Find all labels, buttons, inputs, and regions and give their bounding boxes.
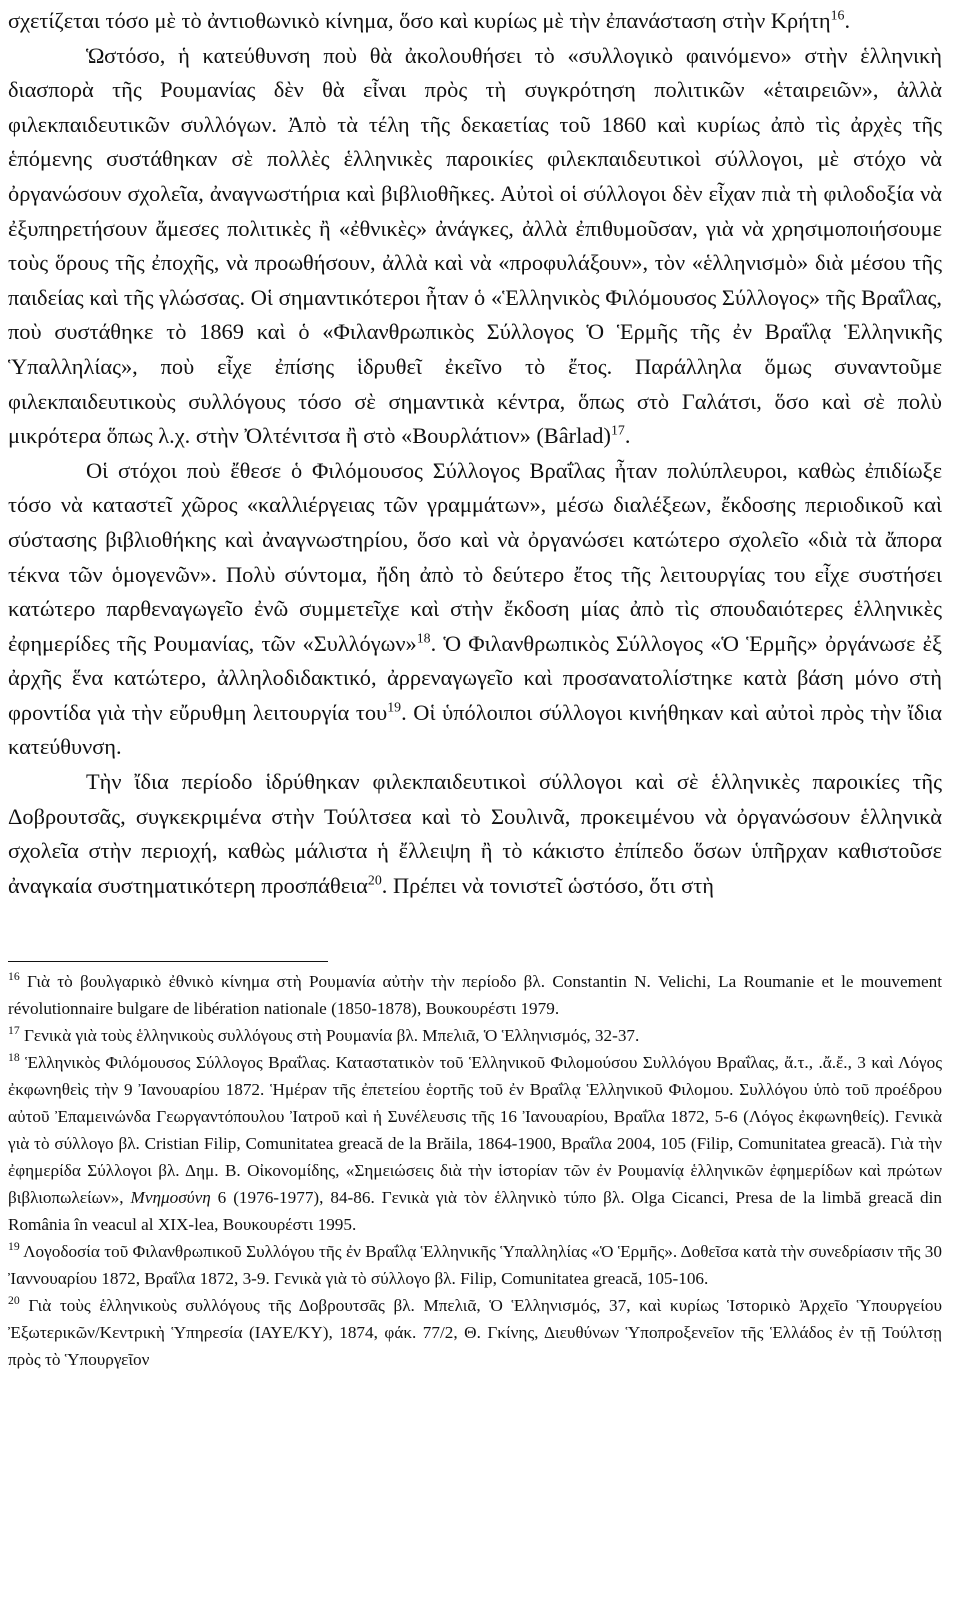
footnote-18 [8,1049,942,1238]
footnote-number: 19 [8,1240,20,1254]
footnote-20 [8,1292,942,1373]
punctuation: . [844,8,851,33]
paragraph-1 [8,4,942,39]
footnote-number: 17 [8,1024,20,1038]
paragraph-2 [8,39,942,454]
footnote-number: 18 [8,1051,20,1065]
main-text [8,4,942,903]
paragraph-3-text-c: . Οἱ ὑπόλοιποι σύλλογοι κινήθηκαν καὶ αὐτοὶ πρὸς τὴν ἴδια κατεύθυνση. [8,699,942,760]
paragraph-2-text: Ὡστόσο, ἡ κατεύθυνση ποὺ θὰ ἀκολουθήσει τὸ «συλλογικὸ φαινόμενο» στὴν ἑλληνικὴ διασπορὰ τῆς Ρουμανίας δὲν θὰ εἶναι πρὸς τὴ συγκρότηση πολιτικῶν «ἑταιρειῶν», ἀλλὰ φιλεκπαιδευτικῶν συλλόγων. Ἀπὸ τὰ τέλη τῆς δεκαετίας τοῦ 1860 καὶ κυρίως ἀπὸ τὶς ἀρχὲς τῆς ἑπόμενης συστάθηκαν σὲ πολλὲς ἑλληνικὲς παροικίες φιλεκπαιδευτικοὶ σύλλογοι, μὲ στόχο νὰ ὀργανώσουν σχολεῖα, ἀναγνωστήρια καὶ βιβλιοθῆκες. Αὐτοὶ οἱ σύλλογοι δὲν εἶχαν πιὰ τὴ φιλοδοξία νὰ ἐξυπηρετήσουν ἄμεσες πολιτικὲς ἢ «ἐθνικὲς» ἀνάγκες, ἀλλὰ ἐπιθυμοῦσαν, γιὰ νὰ χρησιμοποιήσουμε τοὺς ὅρους τῆς ἐποχῆς, νὰ προωθήσουν, ἀλλὰ καὶ νὰ «προφυλάξουν», τὸν «ἑλληνισμὸ» διὰ μέσου τῆς παιδείας καὶ τῆς γλώσσας. Οἱ σημαντικότεροι ἦταν ὁ «Ἑλληνικὸς Φιλόμουσος Σύλλογος» τῆς Βραΐλας, ποὺ συστάθηκε τὸ 1869 καὶ ὁ «Φιλανθρωπικὸς Σύλλογος Ὁ Ἑρμῆς τῆς ἐν Βραΐλᾳ Ἑλληνικῆς Ὑπαλληλίας», ποὺ εἶχε ἐπίσης ἱδρυθεῖ ἐκεῖνο τὸ ἔτος. Παράλληλα ὅμως συναντοῦμε φιλεκπαιδευτικοὺς συλλόγους τόσο σὲ σημαντικὰ κέντρα, ὅπως στὸ Γαλάτσι, ὅσο καὶ σὲ πολὺ μικρότερα ὅπως λ.χ. στὴν Ὀλτένιτσα ἢ στὸ «Βουρλάτιον» (Bârlad) [8,42,942,449]
footnote-ref-18[interactable]: 18 [416,631,431,647]
paragraph-3-text-b: . Ὁ Φιλανθρωπικὸς Σύλλογος «Ὁ Ἑρμῆς» ὀργάνωσε ἐξ ἀρχῆς ἕνα κατώτερο, ἀλληλοδιδακτικό, ἀρρεναγωγεῖο καὶ προσανατολίστηκε κατὰ βάση μόνο στὴ φροντίδα γιὰ τὴν εὔρυθμη λειτουργία του [8,630,942,725]
footnote-text: Γιὰ τὸ βουλγαρικὸ ἐθνικὸ κίνημα στὴ Ρουμανία αὐτὴν τὴν περίοδο βλ. Constantin N. Velichi, La Roumanie et le mouvement révolutionnaire bulgare de libération nationale (1850-1878), Βουκουρέστι 1979. [8,972,942,1019]
paragraph-3-text-a: Οἱ στόχοι ποὺ ἔθεσε ὁ Φιλόμουσος Σύλλογος Βραΐλας ἦταν πολύπλευροι, καθὼς ἐπιδίωξε τόσο νὰ καταστεῖ χῶρος «καλλιέργειας τῶν γραμμάτων», μέσω διαλέξεων, ἔκδοσης περιοδικοῦ καὶ σύστασης βιβλιοθήκης καὶ ἀναγνωστηρίου, ὅσο καὶ νὰ ὀργανώσει κατώτερο σχολεῖο «διὰ τὰ ἄπορα τέκνα τῶν ὁμογενῶν». Πολὺ σύντομα, ἤδη ἀπὸ τὸ δεύτερο ἔτος τῆς λειτουργίας του εἶχε συστήσει κατώτερο παρθεναγωγεῖο ἐνῶ συμμετεῖχε καὶ στὴν ἔκδοση μίας ἀπὸ τὶς σπουδαιότερες ἑλληνικὲς ἐφημερίδες τῆς Ρουμανίας, τῶν «Συλλόγων» [8,457,942,656]
journal-title: Μνημοσύνη [130,1188,211,1208]
paragraph-4-text-a: Τὴν ἴδια περίοδο ἱδρύθηκαν φιλεκπαιδευτικοὶ σύλλογοι καὶ σὲ ἑλληνικὲς παροικίες τῆς Δοβρουτσᾶς, συγκεκριμένα στὴν Τούλτσεα καὶ τὸ Σουλινᾶ, προκειμένου νὰ ὀργανώσουν ἑλληνικὰ σχολεῖα στὴν περιοχή, καθὼς μάλιστα ἡ ἔλλειψη ἢ τὸ κάκιστο ἐπίπεδο ὅσων ὑπῆρχαν καθιστοῦσε ἀναγκαία συστηματικότερη προσπάθεια [8,769,942,898]
footnote-text-tail: 6 (1976-1977), 84-86. Γενικὰ γιὰ τὸν ἑλληνικὸ τύπο βλ. Olga Cicanci, Presa de la limbă greacă din România în veacul al XIX-lea, Βουκουρέστι 1995. [8,1188,942,1235]
footnote-text: Λογοδοσία τοῦ Φιλανθρωπικοῦ Συλλόγου τῆς ἐν Βραΐλᾳ Ἑλληνικῆς Ὑπαλληλίας «Ὁ Ἑρμῆς». Δοθεῖσα κατὰ τὴν συνεδρίασιν τῆς 30 Ἰαννουαρίου 1872, Βραΐλα 1872, 3-9. Γενικὰ γιὰ τὸ σύλλογο βλ. Filip, Comunitatea greacă, 105-106. [8,1242,942,1289]
paragraph-1-text: σχετίζεται τόσο μὲ τὸ ἀντιοθωνικὸ κίνημα, ὅσο καὶ κυρίως μὲ τὴν ἐπανάσταση στὴν Κρήτη [8,8,831,33]
footnote-ref-19[interactable]: 19 [387,700,402,716]
footnote-separator [8,961,328,962]
punctuation: . [624,423,631,449]
footnotes [8,968,942,1373]
footnote-text: Γενικὰ γιὰ τοὺς ἑλληνικοὺς συλλόγους στὴ Ρουμανία βλ. Μπελιᾶ, Ὁ Ἑλληνισμός, 32-37. [23,1026,640,1046]
footnote-17 [8,1022,942,1049]
footnote-ref-17[interactable]: 17 [610,423,625,439]
footnote-ref-20[interactable]: 20 [367,873,382,889]
paragraph-4 [8,765,942,903]
paragraph-4-text-b: . Πρέπει νὰ τονιστεῖ ὡστόσο, ὅτι στὴ [381,872,714,898]
footnote-16 [8,968,942,1022]
footnote-number: 16 [8,970,20,984]
footnote-19 [8,1238,942,1292]
footnote-text: Ἑλληνικὸς Φιλόμουσος Σύλλογος Βραΐλας. Καταστατικὸν τοῦ Ἑλληνικοῦ Φιλομούσου Συλλόγου Βραΐλας, ἄ.τ., .ἄ.ἔ., 3 καὶ Λόγος ἐκφωνηθεὶς τὴν 9 Ἰανουαρίου 1872. Ἡμέραν τῆς ἐπετείου ἑορτῆς τοῦ ἐν Βραΐλᾳ Ἑλληνικοῦ Φιλομου. Συλλόγου ὑπὸ τοῦ προέδρου αὐτοῦ Ἐπαμεινώνδα Γεωργαντόπουλου Ἰατροῦ καὶ ἡ Συνέλευσις τῆς 16 Ἰανουαρίου, Βραΐλα 1872, 5-6 (Λόγος ἐκφωνηθείς). Γενικὰ γιὰ τὸ σύλλογο βλ. Cristian Filip, Comunitatea greacă de la Brăila, 1864-1900, Βραΐλα 2004, 105 (Filip, Comunitatea greacă). Γιὰ τὴν ἐφημερίδα Σύλλογοι βλ. Δημ. Β. Οἰκονομίδης, «Σημειώσεις διὰ τὴν ἱστορίαν τῶν ἐν Ρουμανίᾳ ἑλληνικῶν ἐφημερίδων καὶ πρώτων βιβλιοπωλείων», [8,1053,943,1208]
paragraph-3 [8,454,942,765]
footnote-text: Γιὰ τοὺς ἑλληνικοὺς συλλόγους τῆς Δοβρουτσᾶς βλ. Μπελιᾶ, Ὁ Ἑλληνισμός, 37, καὶ κυρίως Ἱστορικὸ Ἀρχεῖο Ὑπουργείου Ἐξωτερικῶν/Κεντρικὴ Ὑπηρεσία (ΙΑΥΕ/ΚΥ), 1874, φάκ. 77/2, Θ. Γκίνης, Διευθύνων Ὑποπροξενεῖον τῆς Ἑλλάδος ἐν τῇ Τούλτσῃ πρὸς τὸ Ὑπουργεῖον [8,1296,942,1370]
footnote-ref-16[interactable]: 16 [830,8,845,24]
footnote-number: 20 [8,1294,20,1308]
